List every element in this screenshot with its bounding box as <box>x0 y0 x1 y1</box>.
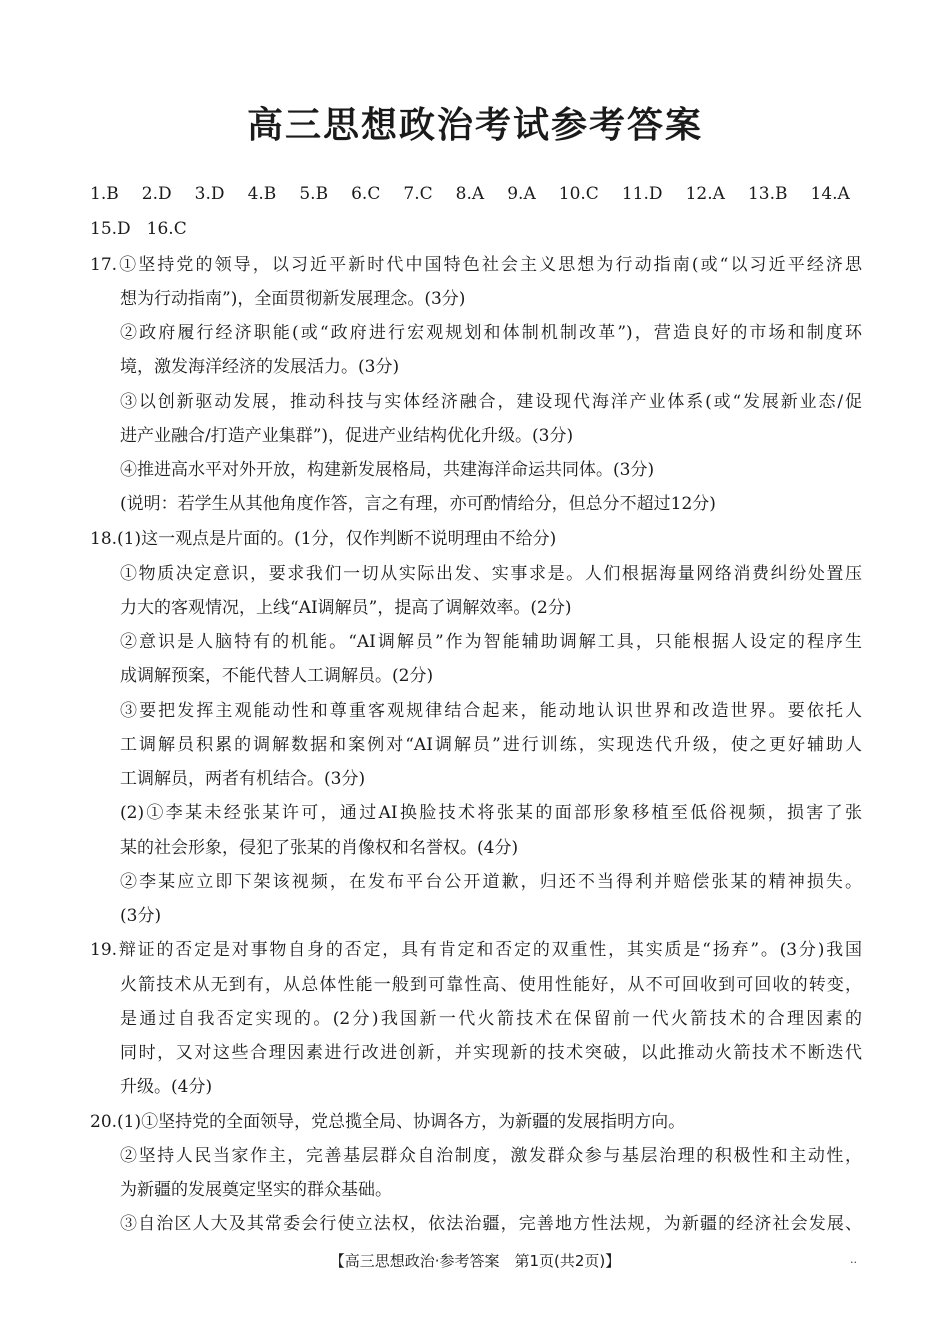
q18-line-4: ②意识是人脑特有的机能。“AI调解员”作为智能辅助调解工具，只能根据人设定的程序生 <box>120 632 862 652</box>
choice-answers-row-1 <box>90 182 850 206</box>
choice-answer-3: 3.D <box>194 184 225 204</box>
q19-line-2: 火箭技术从无到有，从总体性能一般到可靠性高、使用性能好，从不可回收到可回收的转变， <box>120 975 862 995</box>
q19-line-5: 升级。(4分) <box>120 1077 213 1097</box>
q19-line-1: 19.辩证的否定是对事物自身的否定，具有肯定和否定的双重性，其实质是“扬弃”。(3分)我国 <box>90 940 862 960</box>
choice-answer-6: 6.C <box>351 184 381 204</box>
q18-line-1: 18.(1)这一观点是片面的。(1分，仅作判断不说明理由不给分) <box>90 529 557 549</box>
choice-answer-row2-1: 15.D <box>90 219 131 239</box>
choice-answer-14: 14.A <box>810 184 850 204</box>
q19-line-4: 同时，又对这些合理因素进行改进创新，并实现新的技术突破，以此推动火箭技术不断迭代 <box>120 1043 862 1063</box>
choice-answer-13: 13.B <box>747 184 788 204</box>
q20-line-4: ③自治区人大及其常委会行使立法权，依法治疆，完善地方性法规，为新疆的经济社会发展、 <box>120 1214 862 1234</box>
q18-line-2: ①物质决定意识，要求我们一切从实际出发、实事求是。人们根据海量网络消费纠纷处置压 <box>120 564 862 584</box>
q17-line-2: 想为行动指南”)，全面贯彻新发展理念。(3分) <box>120 289 466 309</box>
q20-line-2: ②坚持人民当家作主，完善基层群众自治制度，激发群众参与基层治理的积极性和主动性， <box>120 1146 862 1166</box>
choice-answer-4: 4.B <box>247 184 277 204</box>
q18-line-6: ③要把发挥主观能动性和尊重客观规律结合起来，能动地认识世界和改造世界。要依托人 <box>120 701 862 721</box>
q18-line-7: 工调解员积累的调解数据和案例对“AI调解员”进行训练，实现迭代升级，使之更好辅助人 <box>120 735 862 755</box>
choice-answer-10: 10.C <box>558 184 599 204</box>
q20-line-1: 20.(1)①坚持党的全面领导，党总揽全局、协调各方，为新疆的发展指明方向。 <box>90 1112 686 1132</box>
choice-answer-12: 12.A <box>685 184 725 204</box>
choice-answer-7: 7.C <box>403 184 433 204</box>
page-footer: 【高三思想政治·参考答案 第1页(共2页)】 <box>329 1252 621 1270</box>
q18-line-12: (3分) <box>120 906 162 926</box>
choice-answer-5: 5.B <box>299 184 329 204</box>
choice-answer-2: 2.D <box>141 184 172 204</box>
page-title: 高三思想政治考试参考答案 <box>246 105 703 146</box>
q17-line-4: 境，激发海洋经济的发展活力。(3分) <box>120 357 400 377</box>
choice-answer-11: 11.D <box>621 184 663 204</box>
q17-line-3: ②政府履行经济职能(或“政府进行宏观规划和体制机制改革”)，营造良好的市场和制度环 <box>120 323 862 343</box>
choice-answer-8: 8.A <box>455 184 485 204</box>
choice-answers-row-2 <box>90 217 187 241</box>
q18-line-10: 某的社会形象，侵犯了张某的肖像权和名誉权。(4分) <box>120 838 519 858</box>
q18-line-5: 成调解预案，不能代替人工调解员。(2分) <box>120 666 434 686</box>
q17-line-7: ④推进高水平对外开放，构建新发展格局，共建海洋命运共同体。(3分) <box>120 460 655 480</box>
q18-line-9: (2)①李某未经张某许可，通过AI换脸技术将张某的面部形象移植至低俗视频，损害了张 <box>120 803 862 823</box>
q18-line-3: 力大的客观情况，上线“AI调解员”，提高了调解效率。(2分) <box>120 598 572 618</box>
q17-note: (说明：若学生从其他角度作答，言之有理，亦可酌情给分，但总分不超过12分) <box>120 494 716 514</box>
q18-line-11: ②李某应立即下架该视频，在发布平台公开道歉，归还不当得利并赔偿张某的精神损失。 <box>120 872 862 892</box>
q17-line-5: ③以创新驱动发展，推动科技与实体经济融合，建设现代海洋产业体系(或“发展新业态/促 <box>120 392 862 412</box>
choice-answer-9: 9.A <box>507 184 536 204</box>
q19-line-3: 是通过自我否定实现的。(2分)我国新一代火箭技术在保留前一代火箭技术的合理因素的 <box>120 1009 862 1029</box>
choice-answer-row2-2: 16.C <box>146 219 187 239</box>
q17-line-1: 17.①坚持党的领导，以习近平新时代中国特色社会主义思想为行动指南(或“以习近平经济思 <box>90 255 862 275</box>
q18-line-8: 工调解员，两者有机结合。(3分) <box>120 769 366 789</box>
q17-line-6: 进产业融合/打造产业集群”)，促进产业结构优化升级。(3分) <box>120 426 574 446</box>
choice-answer-1: 1.B <box>90 184 119 204</box>
q20-line-3: 为新疆的发展奠定坚实的群众基础。 <box>120 1180 392 1200</box>
corner-mark: ·· <box>850 1256 857 1269</box>
